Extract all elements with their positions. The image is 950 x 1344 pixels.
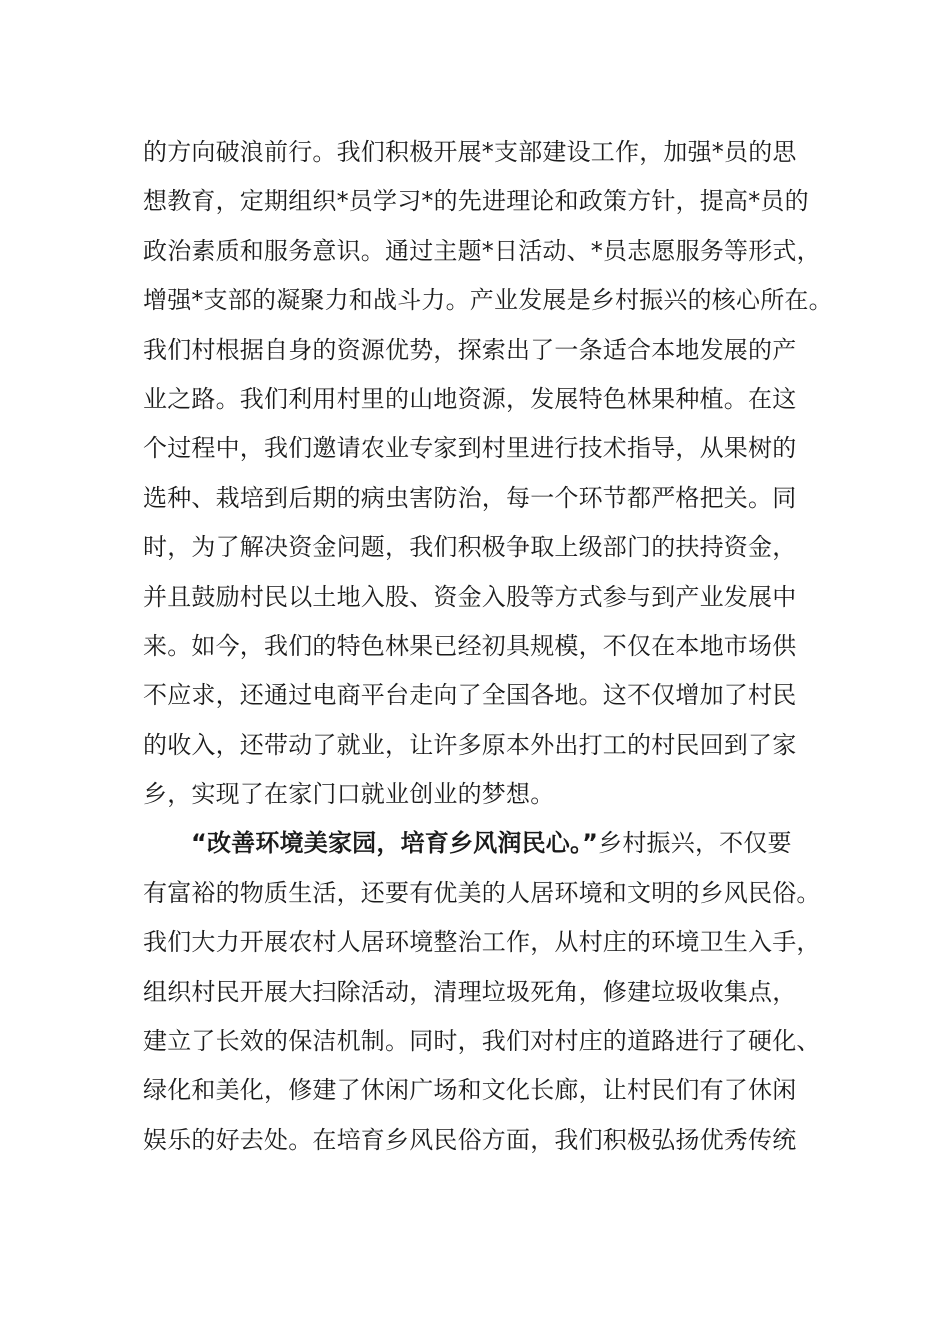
text-line: 的方向破浪前行。我们积极开展*支部建设工作，加强*员的思 xyxy=(143,138,797,166)
text-line: 时，为了解决资金问题，我们积极争取上级部门的扶持资金， xyxy=(143,533,797,562)
text-line: 不应求，还通过电商平台走向了全国各地。这不仅增加了村民 xyxy=(143,681,797,710)
text-line: 乡，实现了在家门口就业创业的梦想。 xyxy=(143,780,555,809)
text-line: 业之路。我们利用村里的山地资源，发展特色林果种植。在这 xyxy=(143,384,797,413)
text-line: 有富裕的物质生活，还要有优美的人居环境和文明的乡风民俗。 xyxy=(143,878,821,907)
text-line: 我们大力开展农村人居环境整治工作，从村庄的环境卫生入手， xyxy=(143,928,821,957)
text-line: 想教育，定期组织*员学习*的先进理论和政策方针，提高*员的 xyxy=(143,187,809,216)
paragraph-first-line xyxy=(143,819,808,868)
text-line: 娱乐的好去处。在培育乡风民俗方面，我们积极弘扬优秀传统 xyxy=(143,1125,797,1154)
text-line: 组织村民开展大扫除活动，清理垃圾死角，修建垃圾收集点， xyxy=(143,977,797,1006)
body-text xyxy=(143,128,833,1165)
text-line: 选种、栽培到后期的病虫害防治，每一个环节都严格把关。同 xyxy=(143,483,797,512)
text-line: 来。如今，我们的特色林果已经初具规模，不仅在本地市场供 xyxy=(143,631,797,660)
text-line: 增强*支部的凝聚力和战斗力。产业发展是乡村振兴的核心所在。 xyxy=(143,286,833,315)
heading-continuation: 乡村振兴，不仅要 xyxy=(598,829,792,858)
paragraph-1 xyxy=(143,128,833,819)
text-line: 建立了长效的保洁机制。同时，我们对村庄的道路进行了硬化、 xyxy=(143,1027,821,1056)
text-line: 绿化和美化，修建了休闲广场和文化长廊，让村民们有了休闲 xyxy=(143,1076,797,1105)
paragraph-2 xyxy=(143,819,821,1165)
text-line: 我们村根据自身的资源优势，探索出了一条适合本地发展的产 xyxy=(143,335,797,364)
text-line: 个过程中，我们邀请农业专家到村里进行技术指导，从果树的 xyxy=(143,434,797,463)
text-line: 政治素质和服务意识。通过主题*日活动、*员志愿服务等形式， xyxy=(143,236,821,265)
section-heading: “改善环境美家园，培育乡风润民心。” xyxy=(191,829,599,858)
text-line: 并且鼓励村民以土地入股、资金入股等方式参与到产业发展中 xyxy=(143,582,797,611)
text-line: 的收入，还带动了就业，让许多原本外出打工的村民回到了家 xyxy=(143,730,797,759)
